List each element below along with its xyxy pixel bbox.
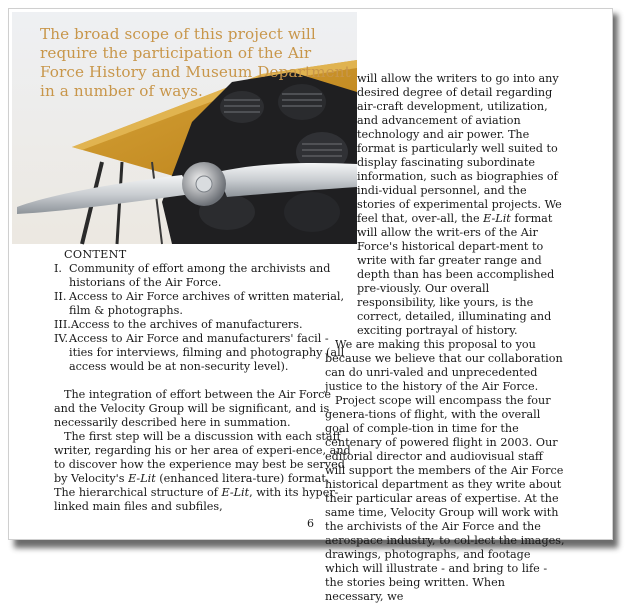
paragraph-continued: [357, 72, 565, 338]
text-run: (enhanced litera-ture) format. The hierarchical structure of: [54, 472, 330, 499]
content-list: [54, 262, 354, 374]
list-item-text: Access to Air Force and manufacturers' facil - ities for interviews, filming and photography (all access would be at non-security level).: [69, 332, 345, 373]
list-item: [54, 262, 354, 290]
list-item-text: Access to Air Force archives of written material, film & photographs.: [69, 290, 345, 317]
text-run: , with its hyper-linked main files and subfiles,: [54, 486, 339, 513]
list-item-number: I.: [54, 262, 62, 275]
list-item-text: Community of effort among the archivists and historians of the Air Force.: [69, 262, 331, 289]
headline: The broad scope of this project will require the participation of the Air Force History and Museum Department in a number of ways.: [40, 25, 351, 100]
elit-term: E-Lit: [221, 486, 250, 499]
list-item-number: IV.: [54, 332, 69, 345]
paragraph-project-scope: Project scope will encompass the four genera-tions of flight, with the overall goal of comple-tion in time for the centenary of powered flight in 2003. Our editorial director and audiovisual staff will support the members of the Air Force historical department as they write about their particular areas of expertise. At the same time, Velocity Group will work with the archivists of the Air Force and the aerospace industry, to col-lect the images, drawings, photographs, and footage which will illustrate - and bring to life - the stories being written. When necessary, we: [325, 394, 565, 603]
document-page: [8, 8, 613, 603]
list-item-number: III.: [54, 318, 71, 331]
hero-photo: [12, 12, 357, 244]
propeller-hub-center: [196, 176, 212, 192]
paragraph-first-step: [54, 430, 354, 514]
elit-term: E-Lit: [128, 472, 156, 485]
text-run: format will allow the writ-ers of the Air Force's historical depart-ment to write with far greater range and depth than has been accomplished pre-viously. Our overall responsibility, like yours, is the correct, detailed, illuminating and exciting portrayal of history.: [357, 212, 555, 337]
paragraph-integration: The integration of effort between the Air Force and the Velocity Group will be significant, and is necessarily described here in summation.: [54, 388, 332, 429]
text-run: The first step will be a discussion with each staff writer, regarding his or her area of experi-ence, and to discover how the experience may best be served by Velocity's: [54, 430, 351, 485]
list-item: [54, 318, 354, 332]
list-item-number: II.: [54, 290, 67, 303]
content-heading: CONTENT: [64, 248, 127, 261]
paragraph-proposal: We are making this proposal to you because we believe that our collaboration can do unri-valed and unprecedented justice to the history of the Air Force.: [325, 338, 563, 393]
text-run: will allow the writers to go into any desired degree of detail regarding air-craft development, utilization, and advancement of aviation technology and air power. The format is particularly well suited to display fascinating subordinate information, such as biographies of indi-vidual personnel, and the stories of experimental projects. We feel that, over-all, the: [357, 72, 562, 225]
page-number: 6: [307, 517, 314, 530]
list-item: [54, 332, 354, 374]
list-item: [54, 290, 354, 318]
elit-term: E-Lit: [483, 212, 511, 225]
left-column: [54, 248, 354, 514]
list-item-text: Access to the archives of manufacturers.: [70, 318, 303, 331]
